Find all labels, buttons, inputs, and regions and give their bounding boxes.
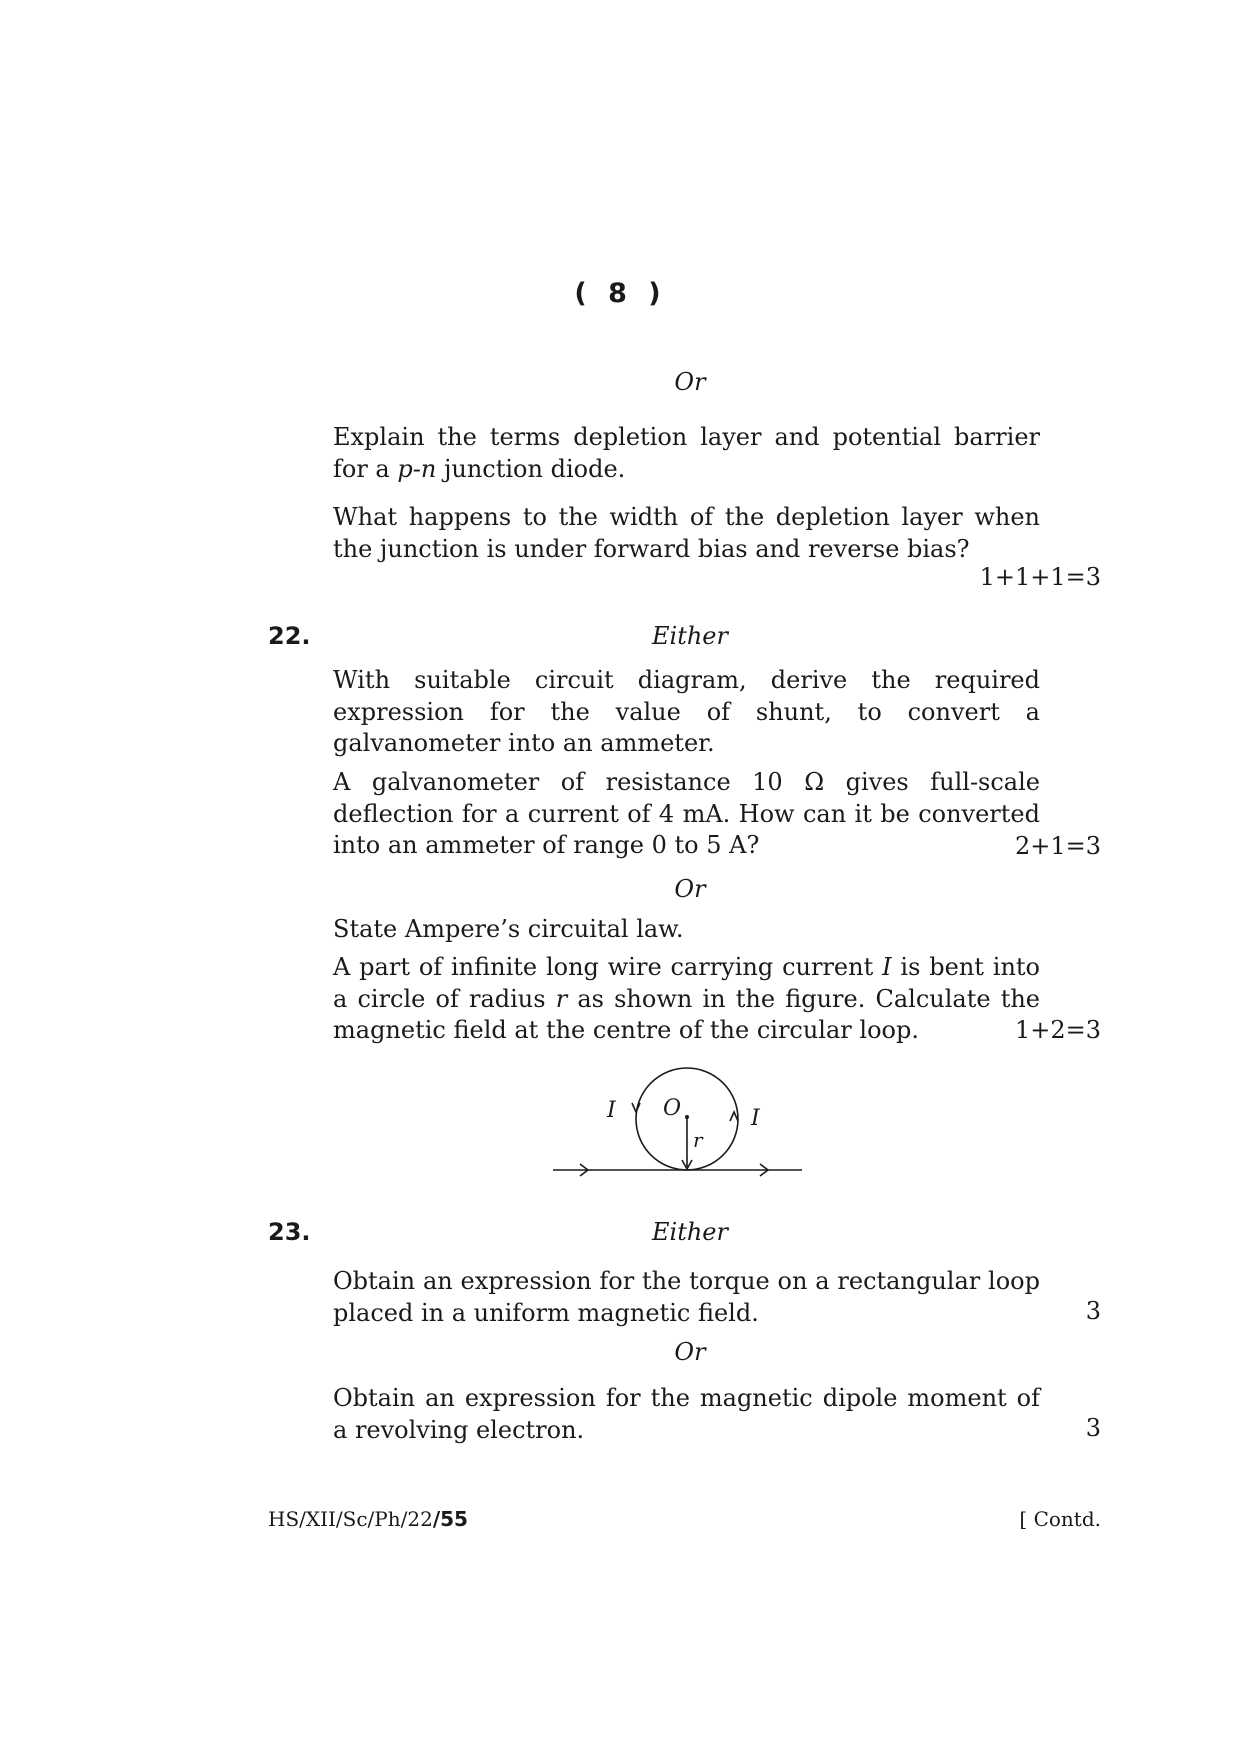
circular-loop-figure (540, 1055, 820, 1185)
current-label-right: I (751, 1106, 760, 1131)
or-label: Or (674, 368, 706, 396)
radius-label: r (693, 1128, 703, 1152)
question-text: State Ampere’s circuital law. (333, 915, 684, 943)
either-label: Either (652, 622, 728, 650)
or-label: Or (674, 1338, 706, 1366)
continued-label: [ Contd. (1019, 1507, 1101, 1531)
marks: 2+1=3 (1014, 832, 1101, 860)
marks: 3 (1085, 1414, 1101, 1442)
marks: 1+1+1=3 (979, 563, 1101, 591)
arrow-up-icon (730, 1112, 738, 1121)
question-text: A galvanometer of resistance 10 Ω gives full-scale deflection for a current of 4 mA. How can it be converted into an ammeter of range 0 to 5 A? (333, 768, 1040, 859)
current-label-left: I (607, 1098, 616, 1123)
either-label: Either (652, 1218, 728, 1246)
question-text: With suitable circuit diagram, derive the required expression for the value of shunt, to convert a galvanometer into an ammeter. (333, 666, 1040, 757)
centre-label: O (663, 1096, 682, 1121)
question-text: Obtain an expression for the torque on a rectangular loop placed in a uniform magnetic field. (333, 1267, 1040, 1327)
or-label: Or (674, 875, 706, 903)
question-text: What happens to the width of the depletion layer when the junction is under forward bias and reverse bias? (333, 503, 1040, 563)
paper-code: HS/XII/Sc/Ph/22/55 (268, 1507, 468, 1531)
question-text: Explain the terms depletion layer and potential barrier for a p-n junction diode. (333, 423, 1040, 483)
question-text: A part of infinite long wire carrying current I is bent into a circle of radius r as shown in the figure. Calculate the magnetic field at the centre of the circular loop. (333, 953, 1041, 1044)
page-number: ( 8 ) (574, 278, 667, 309)
marks: 3 (1085, 1297, 1101, 1325)
question-number: 23. (268, 1218, 311, 1246)
marks: 1+2=3 (1014, 1016, 1101, 1044)
arrow-down-icon (632, 1103, 640, 1112)
centre-point (685, 1115, 689, 1119)
question-number: 22. (268, 622, 311, 650)
question-text: Obtain an expression for the magnetic dipole moment of a revolving electron. (333, 1384, 1040, 1444)
